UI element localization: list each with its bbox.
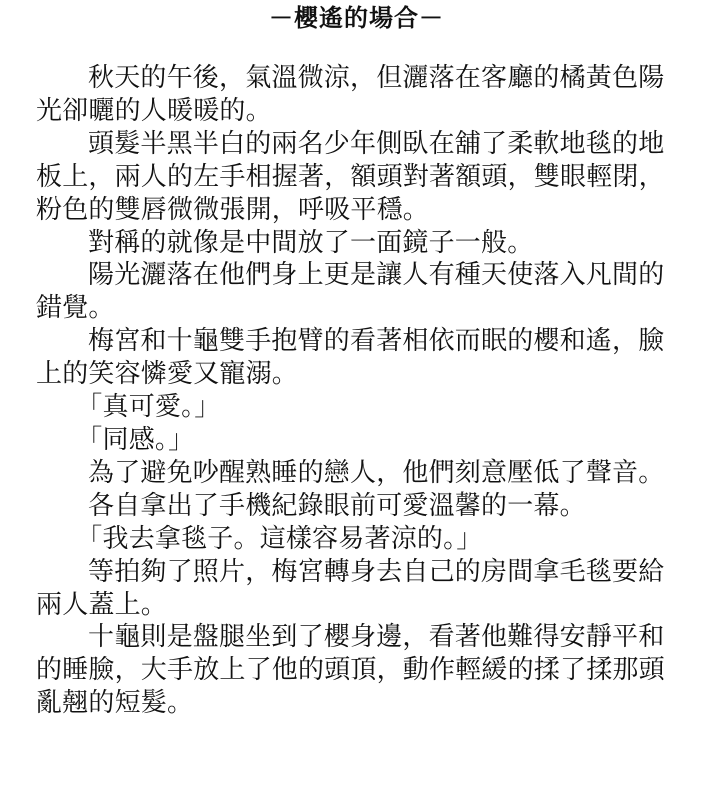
chapter-title: －櫻遙的場合－ [269,4,444,32]
dialogue-line: 「真可愛。」 [76,392,221,423]
story-body [36,62,686,720]
paragraph: 對稱的就像是中間放了一面鏡子一般。 [88,227,534,258]
paragraph: 為了避免吵醒熟睡的戀人，他們刻意壓低了聲音。 [88,457,665,488]
paragraph: 頭髮半黑半白的兩名少年側臥在舖了柔軟地毯的地板上，兩人的左手相握著，額頭對著額頭，雙眼輕閉，粉色的雙唇微微張開，呼吸平穩。 [36,128,665,225]
paragraph: 各自拿出了手機紀錄眼前可愛溫馨的一幕。 [88,490,586,521]
dialogue-line: 「同感。」 [76,424,195,455]
paragraph: 陽光灑落在他們身上更是讓人有種天使落入凡間的錯覺。 [36,260,665,324]
paragraph: 秋天的午後，氣溫微涼，但灑落在客廳的橘黃色陽光卻曬的人暖暖的。 [36,63,665,126]
dialogue-line: 「我去拿毯子。這樣容易著涼的。」 [76,523,483,554]
paragraph: 等拍夠了照片，梅宮轉身去自己的房間拿毛毯要給兩人蓋上。 [36,556,665,620]
paragraph: 梅宮和十龜雙手抱臂的看著相依而眠的櫻和遙，臉上的笑容憐愛又寵溺。 [36,326,665,390]
paragraph: 十龜則是盤腿坐到了櫻身邊，看著他難得安靜平和的睡臉，大手放上了他的頭頂，動作輕緩的揉了揉那頭亂翹的短髮。 [36,622,665,719]
